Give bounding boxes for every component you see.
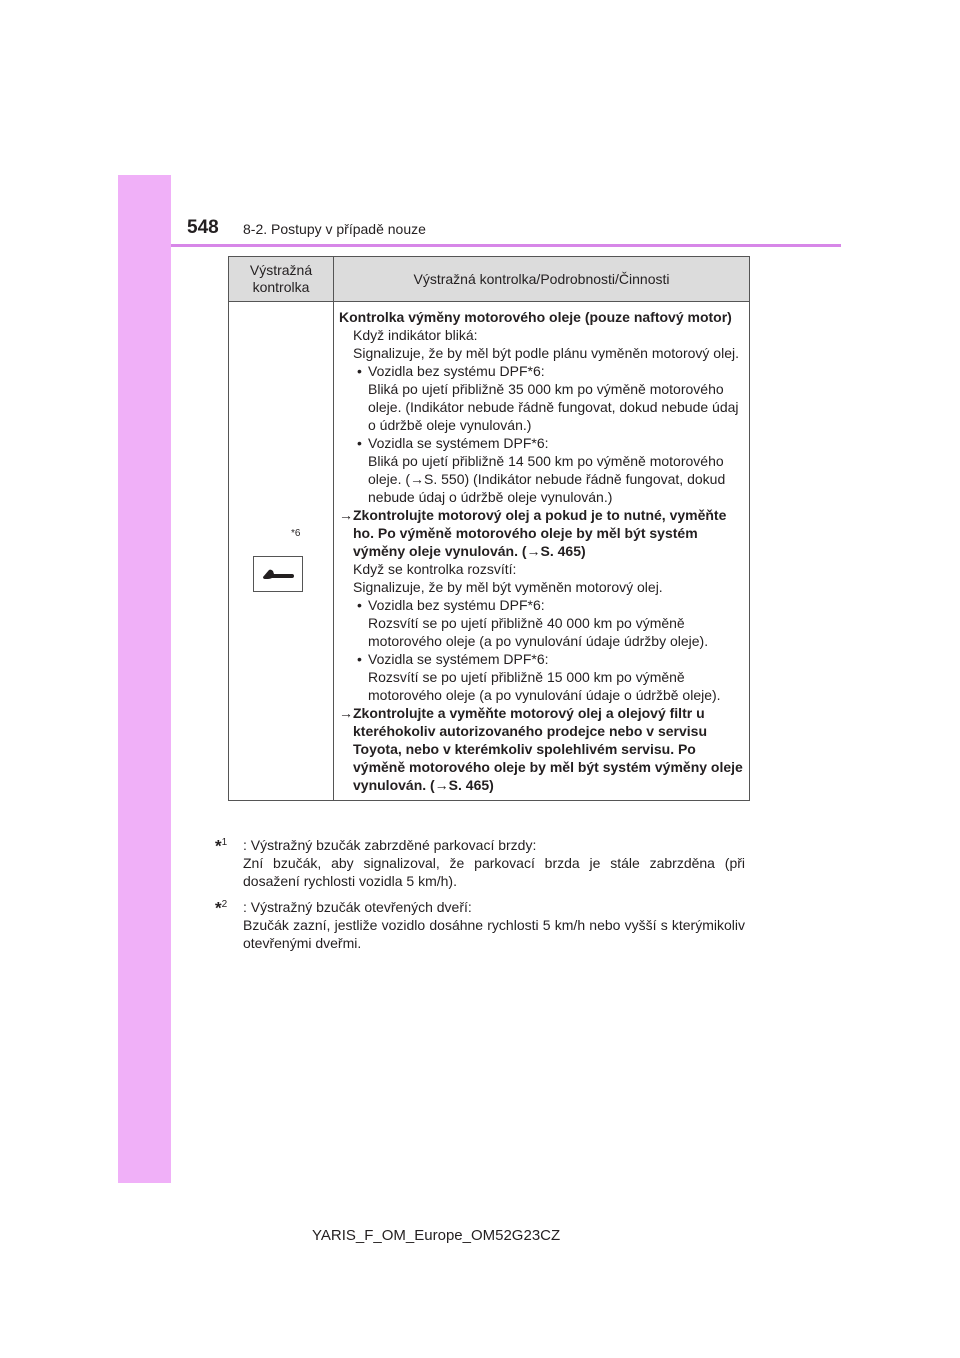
page-number: 548 [187,217,219,238]
arrow-icon: → [339,705,353,721]
bullet-label: Vozidla bez systému DPF*6: [368,363,545,379]
footnote-1 [215,836,745,890]
bullet-dpf-lit: • Vozidla se systémem DPF*6: Rozsvítí se po ujetí přibližně 15 000 km po výměně motorového oleje (a po vynulování údaje o údržbě oleje). [357,651,721,703]
action-check-oil [339,506,743,560]
column-header-light: Výstražná kontrolka [229,257,334,302]
footnote-label: : Výstražný bzučák otevřených dveří: [243,899,472,915]
bullet-text: Bliká po ujetí přibližně 14 500 km po výměně motorového oleje. (→S. 550) (Indikátor nebude řádně fungovat, dokud nebude údaj o údržbě oleje vynulován.) [368,453,726,505]
column-header-details: Výstražná kontrolka/Podrobnosti/Činnosti [334,257,750,302]
bullet-label: Vozidla bez systému DPF*6: [368,597,545,613]
bullet-dpf-blink: • Vozidla se systémem DPF*6: Bliká po ujetí přibližně 14 500 km po výměně motorového oleje. (→S. 550) (Indikátor nebude řádně fungovat, dokud nebude údaj o údržbě oleje vynulován.) [357,435,726,505]
lit-label: Když se kontrolka rozsvítí: [353,561,517,577]
icon-footnote-ref: *6 [291,528,301,539]
action-text: Zkontrolujte a vyměňte motorový olej a olejový filtr u kteréhokoliv autorizovaného prodejce nebo v servisu Toyota, nebo v kterémkoliv spolehlivém servisu. Po výměně motorového oleje by měl být systém výměny oleje vynulován. (→S. 465) [353,705,743,793]
footnote-2 [215,898,745,952]
footnote-mark: *$^2$ [215,898,228,918]
section-title: 8-2. Postupy v případě nouze [243,221,426,237]
bullet-no-dpf-blink: • Vozidla bez systému DPF*6: Bliká po ujetí přibližně 35 000 km po výměně motorového oleje. (Indikátor nebude řádně fungovat, dokud nebude údaj o údržbě oleje vynulován.) [357,363,739,433]
bullet-text: Bliká po ujetí přibližně 35 000 km po výměně motorového oleje. (Indikátor nebude řádně fungovat, dokud nebude údaj o údržbě oleje vynulován.) [368,381,739,433]
footnote-text: Bzučák zazní, jestliže vozidlo dosáhne rychlosti 5 km/h nebo vyšší s kterýmikoliv otevřenými dveřmi. [243,917,745,951]
wrench-icon [253,556,303,592]
action-text: Zkontrolujte motorový olej a pokud je to nutné, vyměňte ho. Po výměně motorového oleje by měl být systém výměny oleje vynulován. (→S. 465) [353,507,727,559]
blink-description: Signalizuje, že by měl být podle plánu vyměněn motorový olej. [353,345,739,361]
blink-label: Když indikátor bliká: [353,327,478,343]
warning-table [228,256,750,801]
icon-cell [229,302,334,801]
side-tab [118,175,171,1183]
header-rule [171,244,841,247]
bullet-text: Rozsvítí se po ujetí přibližně 15 000 km po výměně motorového oleje (a po vynulování údaje o údržbě oleje). [368,669,721,703]
footnote-label: : Výstražný bzučák zabrzděné parkovací brzdy: [243,837,537,853]
bullet-label: Vozidla se systémem DPF*6: [368,651,549,667]
footnote-text: Zní bzučák, aby signalizoval, že parkovací brzda je stále zabrzděna (při dosažení rychlosti vozidla 5 km/h). [243,855,745,889]
details-cell [334,302,750,801]
lit-description: Signalizuje, že by měl být vyměněn motorový olej. [353,579,663,595]
bullet-text: Rozsvítí se po ujetí přibližně 40 000 km po výměně motorového oleje (a po vynulování údaje údržby oleje). [368,615,709,649]
footnote-mark: *$^1$ [215,836,228,856]
bullet-label: Vozidla se systémem DPF*6: [368,435,549,451]
footnotes [215,836,745,960]
document-code: YARIS_F_OM_Europe_OM52G23CZ [312,1227,561,1244]
light-title: Kontrolka výměny motorového oleje (pouze naftový motor) [339,309,732,325]
action-replace-oil [339,704,743,794]
bullet-no-dpf-lit: • Vozidla bez systému DPF*6: Rozsvítí se po ujetí přibližně 40 000 km po výměně motorového oleje (a po vynulování údaje údržby oleje). [357,597,709,649]
arrow-icon: → [339,507,353,523]
